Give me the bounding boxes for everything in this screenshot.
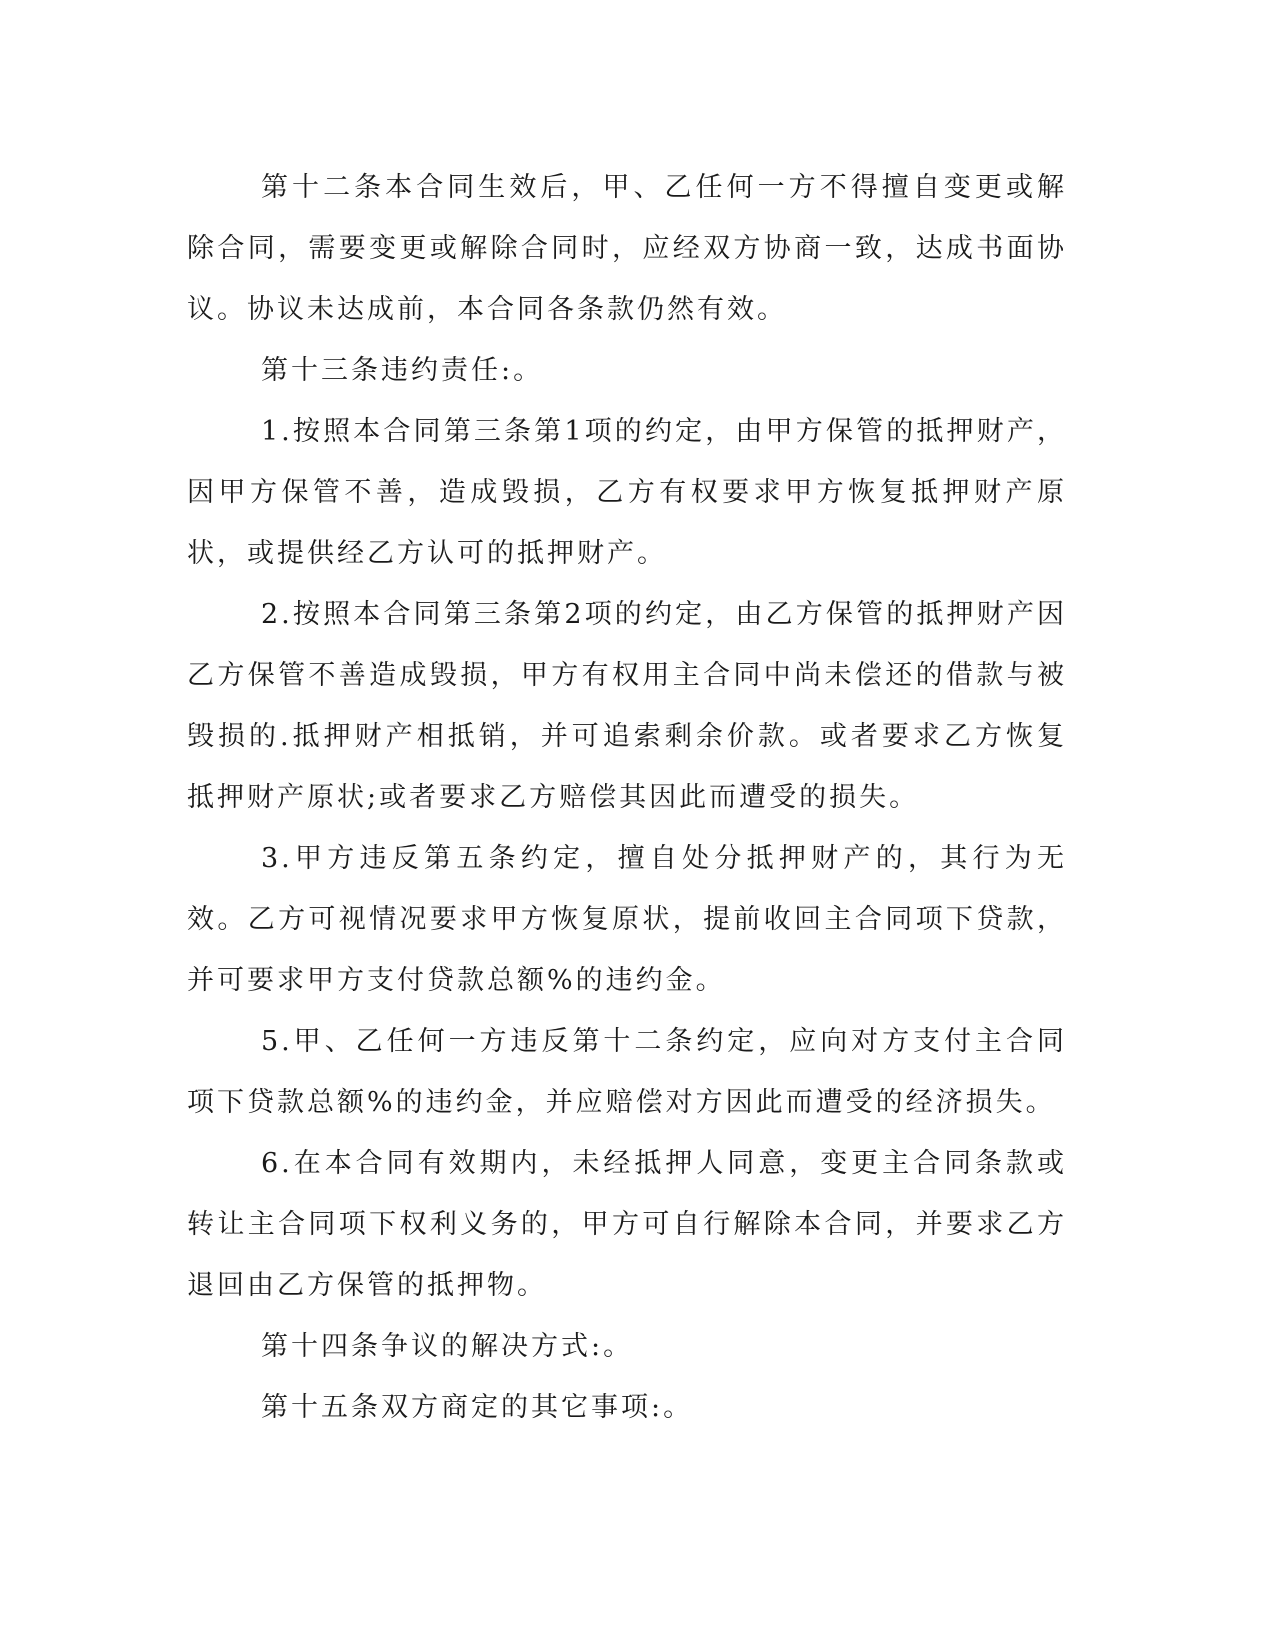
- paragraph-clause-6: 6.在本合同有效期内，未经抵押人同意，变更主合同条款或转让主合同项下权利义务的，甲方可自行解除本合同，并要求乙方退回由乙方保管的抵押物。: [187, 1148, 1067, 1301]
- paragraph-article-15-heading: 第十五条双方商定的其它事项:。: [261, 1392, 694, 1423]
- document-body: [187, 157, 1067, 1438]
- paragraph-clause-1: 1.按照本合同第三条第1项的约定，由甲方保管的抵押财产，因甲方保管不善，造成毁损，乙方有权要求甲方恢复抵押财产原状，或提供经乙方认可的抵押财产。: [187, 416, 1067, 569]
- paragraph-clause-3: 3.甲方违反第五条约定，擅自处分抵押财产的，其行为无效。乙方可视情况要求甲方恢复原状，提前收回主合同项下贷款，并可要求甲方支付贷款总额%的违约金。: [187, 843, 1067, 996]
- paragraph-clause-2: 2.按照本合同第三条第2项的约定，由乙方保管的抵押财产因乙方保管不善造成毁损，甲方有权用主合同中尚未偿还的借款与被毁损的.抵押财产相抵销，并可追索剩余价款。或者要求乙方恢复抵押财产原状;或者要求乙方赔偿其因此而遭受的损失。: [187, 599, 1067, 813]
- paragraph-article-12: 第十二条本合同生效后，甲、乙任何一方不得擅自变更或解除合同，需要变更或解除合同时，应经双方协商一致，达成书面协议。协议未达成前，本合同各条款仍然有效。: [187, 172, 1067, 325]
- paragraph-article-14-heading: 第十四条争议的解决方式:。: [261, 1331, 634, 1362]
- paragraph-clause-5: 5.甲、乙任何一方违反第十二条约定，应向对方支付主合同项下贷款总额%的违约金，并应赔偿对方因此而遭受的经济损失。: [187, 1026, 1067, 1118]
- paragraph-article-13-heading: 第十三条违约责任:。: [261, 355, 544, 386]
